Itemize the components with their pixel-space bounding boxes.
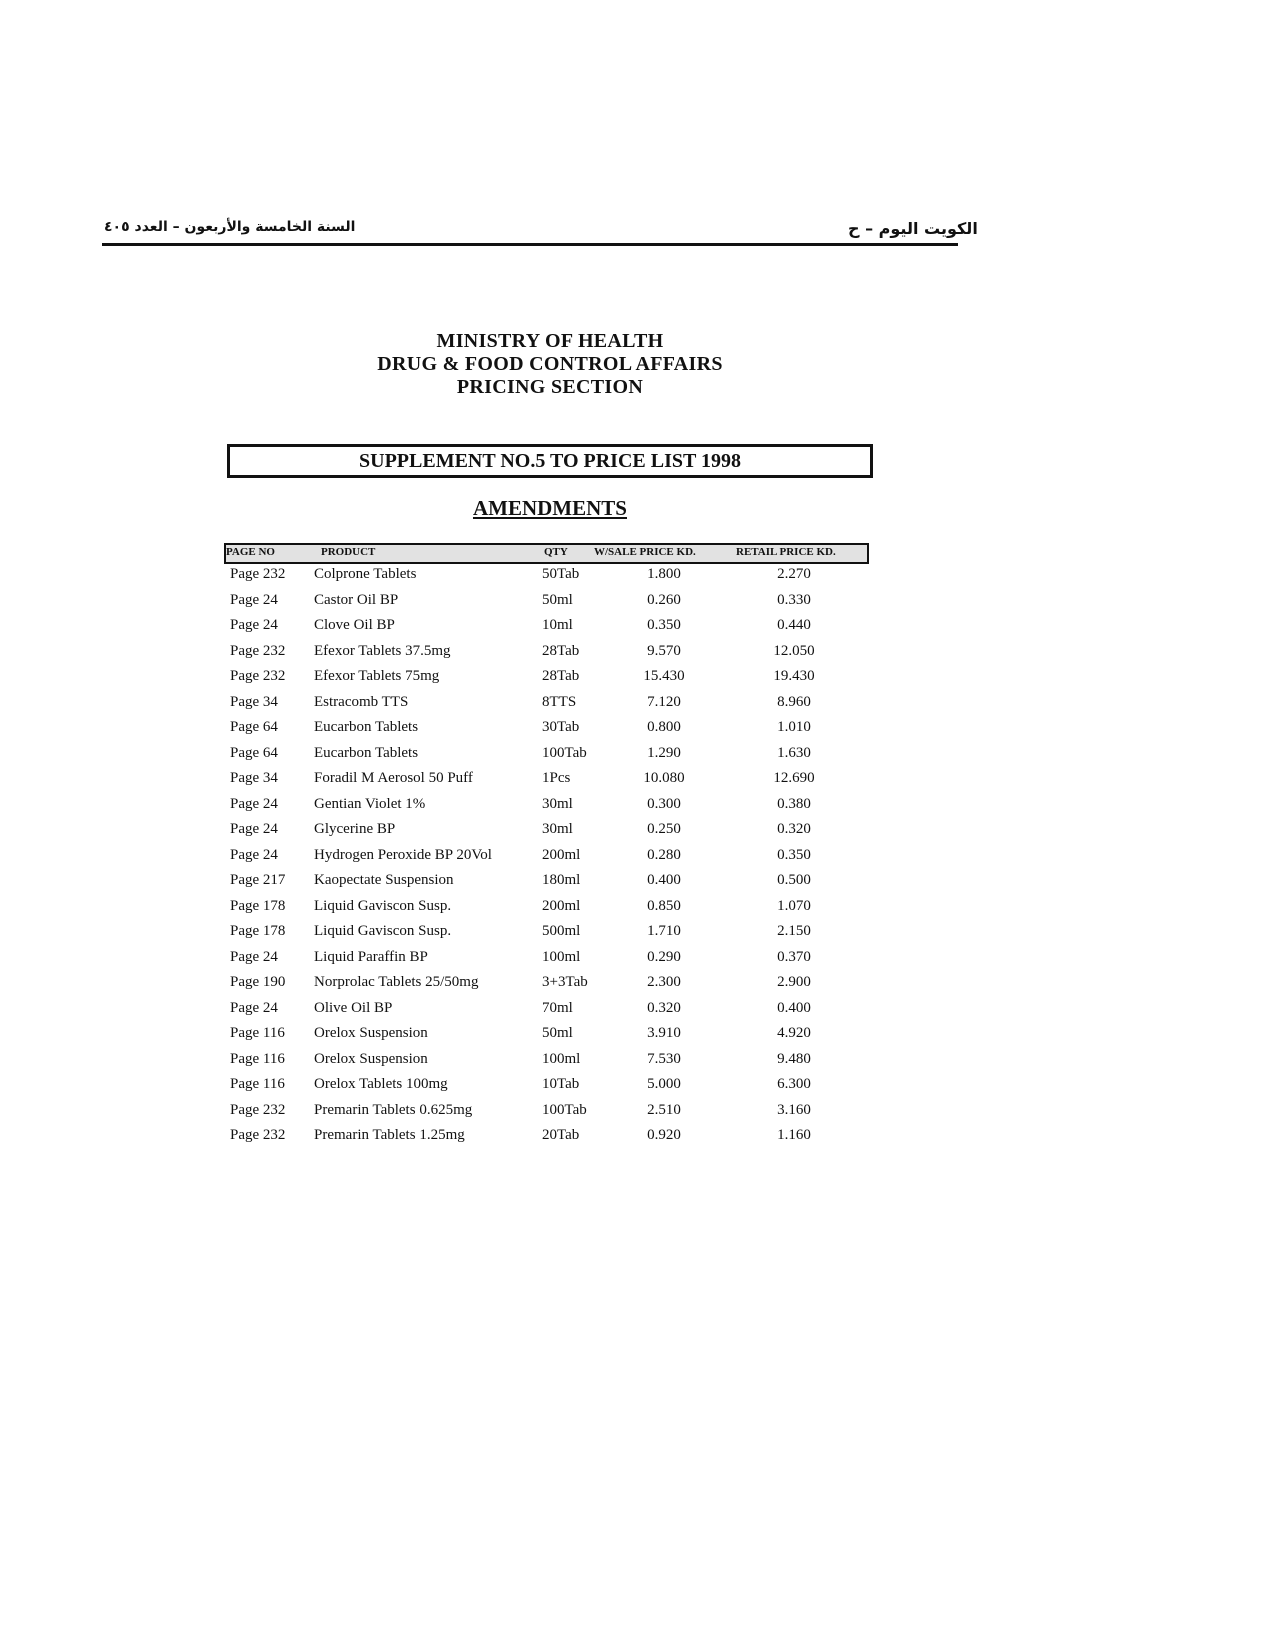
cell-wsale-price: 7.530 [647, 1050, 681, 1067]
table-row [224, 819, 869, 845]
cell-retail-price: 3.160 [777, 1101, 811, 1118]
org-line-3: PRICING SECTION [456, 376, 644, 398]
cell-page-no: Page 64 [230, 744, 278, 761]
cell-wsale-price: 3.910 [647, 1025, 681, 1041]
cell-wsale-price: 1.290 [647, 744, 681, 761]
table-row [224, 641, 869, 667]
cell-qty: 10ml [542, 617, 573, 633]
table-row [224, 921, 869, 947]
cell-retail-price: 0.380 [777, 795, 811, 812]
cell-product: Efexor Tablets 75mg [314, 668, 440, 684]
cell-product: Colprone Tablets [314, 566, 417, 582]
cell-qty: 200ml [542, 846, 581, 863]
cell-wsale-price: 1.800 [647, 566, 681, 582]
page-header-left: السنة الخامسة والأربعون – العدد ٤٠٥ [104, 219, 356, 235]
section-title: AMENDMENTS [472, 496, 627, 520]
cell-qty: 50Tab [542, 566, 580, 582]
cell-product: Glycerine BP [314, 821, 396, 837]
cell-page-no: Page 116 [230, 1076, 285, 1092]
cell-wsale-price: 0.280 [647, 846, 681, 863]
cell-page-no: Page 217 [230, 872, 286, 888]
cell-retail-price: 0.330 [777, 591, 811, 608]
supplement-title: SUPPLEMENT NO.5 TO PRICE LIST 1998 [227, 444, 873, 478]
table-row [224, 794, 869, 820]
cell-product: Orelox Tablets 100mg [314, 1076, 448, 1092]
cell-retail-price: 1.010 [777, 719, 811, 735]
cell-page-no: Page 34 [230, 693, 278, 710]
cell-page-no: Page 24 [230, 795, 278, 812]
cell-qty: 180ml [542, 872, 581, 888]
cell-qty: 30ml [542, 821, 573, 837]
cell-retail-price: 12.050 [773, 642, 815, 659]
cell-wsale-price: 0.920 [647, 1127, 681, 1143]
cell-retail-price: 0.400 [777, 999, 811, 1016]
cell-retail-price: 0.370 [777, 948, 811, 965]
cell-wsale-price: 0.250 [647, 821, 681, 837]
cell-page-no: Page 116 [230, 1025, 285, 1041]
cell-page-no: Page 24 [230, 591, 278, 608]
cell-wsale-price: 5.000 [647, 1076, 681, 1092]
cell-page-no: Page 24 [230, 617, 278, 633]
table-row [224, 564, 869, 590]
table-body [224, 564, 869, 1151]
cell-qty: 100Tab [542, 1101, 587, 1118]
cell-wsale-price: 0.320 [647, 999, 681, 1016]
cell-wsale-price: 0.300 [647, 795, 681, 812]
cell-retail-price: 2.270 [777, 566, 811, 582]
cell-product: Liquid Paraffin BP [314, 948, 428, 965]
cell-product: Orelox Suspension [314, 1025, 428, 1041]
cell-wsale-price: 0.800 [647, 719, 681, 735]
cell-retail-price: 0.440 [777, 617, 811, 633]
table-row [224, 870, 869, 896]
cell-qty: 10Tab [542, 1076, 580, 1092]
table-row [224, 896, 869, 922]
cell-qty: 20Tab [542, 1127, 580, 1143]
cell-wsale-price: 2.300 [647, 974, 681, 990]
table-header [224, 543, 869, 564]
cell-product: Clove Oil BP [314, 617, 395, 633]
table-row [224, 998, 869, 1024]
cell-qty: 50ml [542, 1025, 573, 1041]
table-row [224, 1049, 869, 1075]
header-wsale-price: W/SALE PRICE KD. [594, 546, 696, 558]
cell-retail-price: 0.320 [777, 821, 811, 837]
cell-qty: 30Tab [542, 719, 580, 735]
cell-product: Premarin Tablets 1.25mg [314, 1127, 465, 1143]
cell-page-no: Page 34 [230, 770, 278, 786]
cell-product: Liquid Gaviscon Susp. [314, 897, 452, 914]
header-page-no: PAGE NO [226, 546, 275, 558]
cell-qty: 500ml [542, 923, 581, 939]
table-row [224, 1100, 869, 1126]
cell-page-no: Page 232 [230, 642, 286, 659]
table-row [224, 743, 869, 769]
cell-product: Kaopectate Suspension [314, 872, 454, 888]
cell-qty: 1Pcs [542, 770, 571, 786]
cell-wsale-price: 15.430 [643, 668, 685, 684]
cell-qty: 70ml [542, 999, 573, 1016]
cell-page-no: Page 232 [230, 1127, 286, 1143]
cell-page-no: Page 24 [230, 846, 278, 863]
table-row [224, 692, 869, 718]
header-qty: QTY [544, 546, 568, 558]
cell-wsale-price: 0.290 [647, 948, 681, 965]
page-header-right: الكويت اليوم – ح [848, 219, 978, 238]
cell-retail-price: 4.920 [777, 1025, 811, 1041]
cell-qty: 100Tab [542, 744, 587, 761]
cell-retail-price: 0.500 [777, 872, 811, 888]
cell-wsale-price: 0.850 [647, 897, 681, 914]
header-rule [102, 243, 958, 246]
price-table [224, 543, 869, 1151]
cell-product: Castor Oil BP [314, 591, 399, 608]
cell-wsale-price: 0.260 [647, 591, 681, 608]
table-row [224, 845, 869, 871]
cell-product: Estracomb TTS [314, 693, 409, 710]
cell-retail-price: 1.070 [777, 897, 811, 914]
header-retail-price: RETAIL PRICE KD. [736, 546, 836, 558]
table-row [224, 972, 869, 998]
header-product: PRODUCT [321, 546, 376, 558]
cell-page-no: Page 232 [230, 668, 286, 684]
table-row [224, 768, 869, 794]
cell-page-no: Page 64 [230, 719, 278, 735]
cell-product: Eucarbon Tablets [314, 719, 419, 735]
cell-page-no: Page 24 [230, 821, 278, 837]
cell-page-no: Page 24 [230, 948, 278, 965]
table-row [224, 1125, 869, 1151]
cell-retail-price: 2.150 [777, 923, 811, 939]
table-row [224, 717, 869, 743]
cell-page-no: Page 116 [230, 1050, 285, 1067]
cell-qty: 30ml [542, 795, 573, 812]
cell-qty: 100ml [542, 948, 581, 965]
cell-product: Orelox Suspension [314, 1050, 428, 1067]
cell-retail-price: 6.300 [777, 1076, 811, 1092]
cell-page-no: Page 24 [230, 999, 278, 1016]
cell-qty: 100ml [542, 1050, 581, 1067]
table-row [224, 947, 869, 973]
table-row [224, 615, 869, 641]
cell-retail-price: 19.430 [773, 668, 815, 684]
cell-product: Olive Oil BP [314, 999, 393, 1016]
cell-qty: 50ml [542, 591, 573, 608]
table-row [224, 1023, 869, 1049]
cell-qty: 28Tab [542, 668, 580, 684]
cell-qty: 3+3Tab [542, 974, 588, 990]
cell-retail-price: 1.160 [777, 1127, 811, 1143]
cell-wsale-price: 0.400 [647, 872, 681, 888]
cell-product: Eucarbon Tablets [314, 744, 419, 761]
cell-product: Efexor Tablets 37.5mg [314, 642, 451, 659]
cell-retail-price: 2.900 [777, 974, 811, 990]
cell-wsale-price: 2.510 [647, 1101, 681, 1118]
cell-page-no: Page 178 [230, 923, 286, 939]
cell-product: Gentian Violet 1% [314, 795, 426, 812]
org-line-1: MINISTRY OF HEALTH [436, 330, 664, 352]
cell-wsale-price: 7.120 [647, 693, 681, 710]
cell-product: Foradil M Aerosol 50 Puff [314, 770, 473, 786]
cell-qty: 28Tab [542, 642, 580, 659]
cell-retail-price: 12.690 [773, 770, 815, 786]
table-row [224, 590, 869, 616]
cell-page-no: Page 178 [230, 897, 286, 914]
cell-retail-price: 8.960 [777, 693, 811, 710]
cell-page-no: Page 190 [230, 974, 286, 990]
cell-retail-price: 1.630 [777, 744, 811, 761]
table-row [224, 666, 869, 692]
cell-wsale-price: 0.350 [647, 617, 681, 633]
cell-retail-price: 9.480 [777, 1050, 811, 1067]
cell-qty: 200ml [542, 897, 581, 914]
cell-wsale-price: 1.710 [647, 923, 681, 939]
org-line-2: DRUG & FOOD CONTROL AFFAIRS [377, 353, 723, 375]
cell-product: Liquid Gaviscon Susp. [314, 923, 452, 939]
cell-page-no: Page 232 [230, 566, 286, 582]
cell-wsale-price: 9.570 [647, 642, 681, 659]
cell-page-no: Page 232 [230, 1101, 286, 1118]
cell-product: Norprolac Tablets 25/50mg [314, 974, 479, 990]
table-row [224, 1074, 869, 1100]
cell-qty: 8TTS [542, 693, 577, 710]
cell-wsale-price: 10.080 [643, 770, 685, 786]
cell-product: Hydrogen Peroxide BP 20Vol [314, 846, 492, 863]
cell-retail-price: 0.350 [777, 846, 811, 863]
cell-product: Premarin Tablets 0.625mg [314, 1101, 473, 1118]
